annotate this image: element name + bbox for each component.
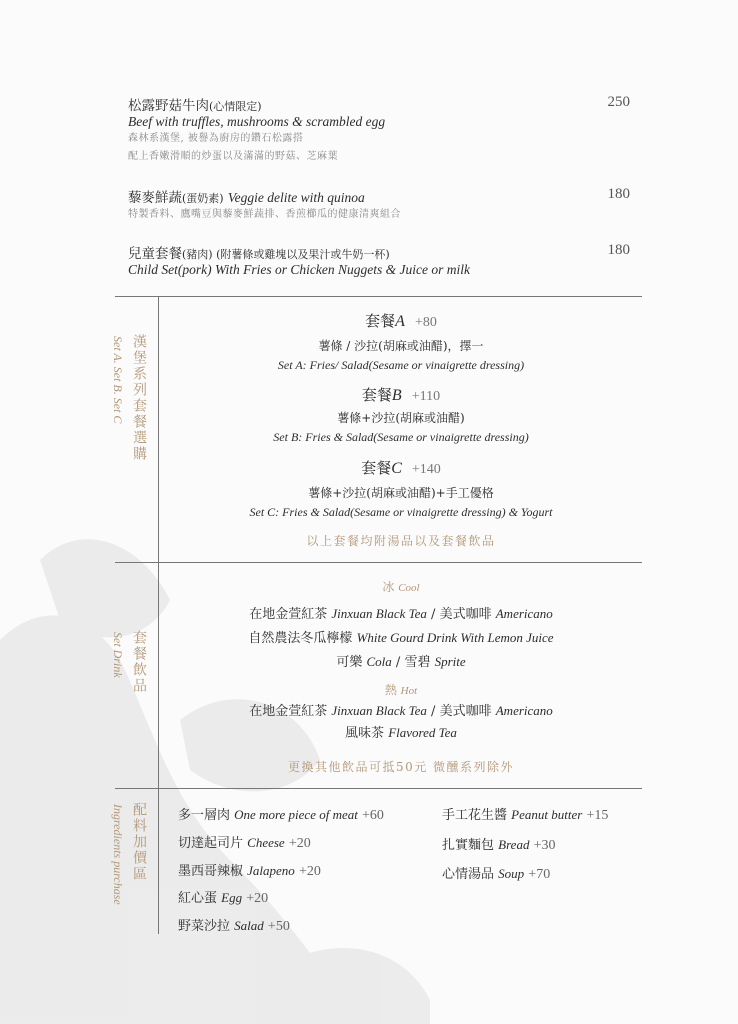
dish-price: 180 [607, 242, 630, 258]
dish-name-en: Child Set(pork) With Fries or Chicken Nuggets & Juice or milk [128, 262, 470, 277]
dish-name-cn: 兒童套餐 [128, 246, 182, 262]
set-c [160, 457, 642, 520]
dish-description: 配上香嫩滑順的炒蛋以及滿滿的野菇、芝麻葉 [128, 151, 338, 162]
addon-name-cn: 紅心蛋 [178, 891, 218, 906]
addon-price: +50 [267, 919, 290, 934]
set-price: +80 [414, 315, 437, 330]
set-title: 套餐 [361, 459, 392, 477]
dish-price: 250 [607, 94, 630, 110]
addon-price: +20 [288, 836, 311, 851]
addon-item [442, 834, 556, 854]
drink-name-cn: 在地金萱紅茶 [249, 704, 328, 719]
addon-price: +15 [586, 808, 609, 823]
dish-name-en: Beef with truffles, mushrooms & scrambled egg [128, 114, 386, 129]
drink-name-en: Cola [366, 654, 392, 669]
addon-price: +30 [533, 838, 556, 853]
drink-name-cn: 自然農法冬瓜檸檬 [248, 631, 353, 646]
drink-name-cn: 雪碧 [404, 655, 431, 670]
set-title: 套餐 [361, 386, 392, 404]
addon-name-cn: 心情湯品 [442, 867, 495, 882]
addon-item [178, 804, 384, 824]
addon-name-cn: 墨西哥辣椒 [178, 864, 244, 879]
drink-name-cn: 可樂 [336, 655, 363, 670]
addon-name-en: Soup [498, 866, 525, 881]
addon-item [178, 832, 311, 852]
addon-name-en: Egg [221, 890, 243, 905]
drink-name-cn: 美式咖啡 [439, 704, 492, 719]
addon-price: +20 [298, 864, 321, 879]
dish-description: 森林系漢堡, 被譽為廚房的鑽石松露搭 [128, 133, 304, 144]
set-desc-cn: 薯條+沙拉(胡麻或油醋)+手工優格 [308, 486, 494, 500]
drink-name-en: Americano [495, 703, 553, 718]
set-desc-en: Set A: Fries/ Salad(Sesame or vinaigrette dressing) [277, 358, 525, 372]
set-title: 套餐 [365, 312, 396, 330]
hot-drinks-heading [160, 681, 642, 698]
sets-side-label-en: Set A. Set B. Set C [111, 336, 125, 424]
addons-side-label-en: Ingredients purchase [111, 804, 125, 905]
set-desc-en: Set B: Fries & Salad(Sesame or vinaigrette dressing) [273, 430, 529, 444]
addon-item [442, 804, 608, 824]
addon-name-en: One more piece of meat [234, 807, 358, 822]
dish-tag: (心情限定) [209, 100, 262, 113]
hot-label-cn: 熱 [384, 683, 397, 697]
drink-name-en: Sprite [434, 654, 466, 669]
addon-price: +20 [246, 891, 269, 906]
addon-item [178, 915, 290, 935]
addons-side-label-cn: 配料加價區 [131, 802, 147, 882]
divider-vertical [158, 296, 159, 934]
sets-side-label-cn: 漢堡系列套餐選購 [131, 334, 147, 462]
addon-name-en: Salad [234, 918, 264, 933]
drink-name-en: Americano [495, 606, 553, 621]
drink-separator: / [426, 704, 440, 719]
addon-price: +60 [362, 808, 384, 823]
drink-name-cn: 在地金萱紅茶 [249, 607, 328, 622]
hot-label-en: Hot [400, 685, 418, 697]
divider-drinks-top [115, 562, 642, 563]
drinks-side-label-en: Set Drink [111, 632, 125, 678]
set-letter: B [391, 387, 402, 404]
addon-name-cn: 手工花生醬 [442, 808, 508, 823]
cool-drinks-heading [160, 578, 642, 595]
drink-separator: / [391, 655, 405, 670]
dish-description: 特製香料、鷹嘴豆與藜麥鮮蔬排、香煎櫛瓜的健康清爽組合 [128, 209, 401, 220]
drink-name-cn: 美式咖啡 [439, 607, 492, 622]
drink-line [160, 651, 642, 670]
drinks-side-label-cn: 套餐飲品 [131, 630, 147, 694]
set-desc-cn: 薯條+沙拉(胡麻或油醋) [337, 411, 465, 425]
cool-label-en: Cool [398, 582, 420, 594]
addon-name-cn: 扎實麵包 [442, 838, 495, 853]
addon-name-en: Bread [498, 837, 530, 852]
set-letter: C [391, 460, 402, 477]
set-price: +140 [411, 462, 441, 477]
drink-name-en: Jinxuan Black Tea [331, 606, 427, 621]
drink-name-en: Flavored Tea [388, 725, 457, 740]
drink-line [160, 627, 642, 646]
drink-name-cn: 風味茶 [345, 726, 385, 741]
dish-name-en: Veggie delite with quinoa [227, 190, 365, 205]
drink-name-en: White Gourd Drink With Lemon Juice [356, 630, 554, 645]
dish-beef-truffle [128, 94, 630, 166]
divider-addons-top [115, 788, 642, 789]
dish-tag: (蛋奶素) [182, 192, 224, 205]
set-desc-cn: 薯條 / 沙拉(胡麻或油醋)，擇一 [318, 339, 484, 353]
addon-name-cn: 切達起司片 [178, 836, 244, 851]
addon-price: +70 [528, 867, 551, 882]
drink-separator: / [426, 607, 440, 622]
dish-price: 180 [607, 186, 630, 202]
drinks-note: 更換其他飲品可抵50元 微醺系列除外 [287, 760, 515, 774]
set-desc-en: Set C: Fries & Salad(Sesame or vinaigrette dressing) & Yogurt [249, 505, 553, 519]
sets-note: 以上套餐均附湯品以及套餐飲品 [306, 534, 496, 548]
drink-line [160, 603, 642, 622]
cool-label-cn: 冰 [382, 580, 395, 594]
set-a [160, 310, 642, 373]
set-letter: A [395, 313, 405, 330]
drink-line [160, 700, 642, 719]
set-b [160, 384, 642, 445]
addon-name-en: Peanut butter [511, 807, 583, 822]
addon-item [178, 860, 321, 880]
addon-item [442, 863, 550, 883]
drink-line [160, 722, 642, 741]
dish-child-set [128, 242, 630, 278]
dish-name-cn: 松露野菇牛肉 [128, 98, 209, 114]
addon-item [178, 887, 268, 907]
set-price: +110 [411, 389, 441, 404]
dish-tag: (豬肉) (附薯條或雞塊以及果汁或牛奶一杯) [182, 248, 390, 261]
dish-veggie-quinoa [128, 186, 630, 224]
addon-name-en: Jalapeno [247, 863, 295, 878]
addon-name-en: Cheese [247, 835, 285, 850]
drink-name-en: Jinxuan Black Tea [331, 703, 427, 718]
dish-name-cn: 藜麥鮮蔬 [128, 190, 182, 206]
addon-name-cn: 野菜沙拉 [178, 919, 231, 934]
divider-sets-top [115, 296, 642, 297]
addon-name-cn: 多一層肉 [178, 808, 231, 823]
